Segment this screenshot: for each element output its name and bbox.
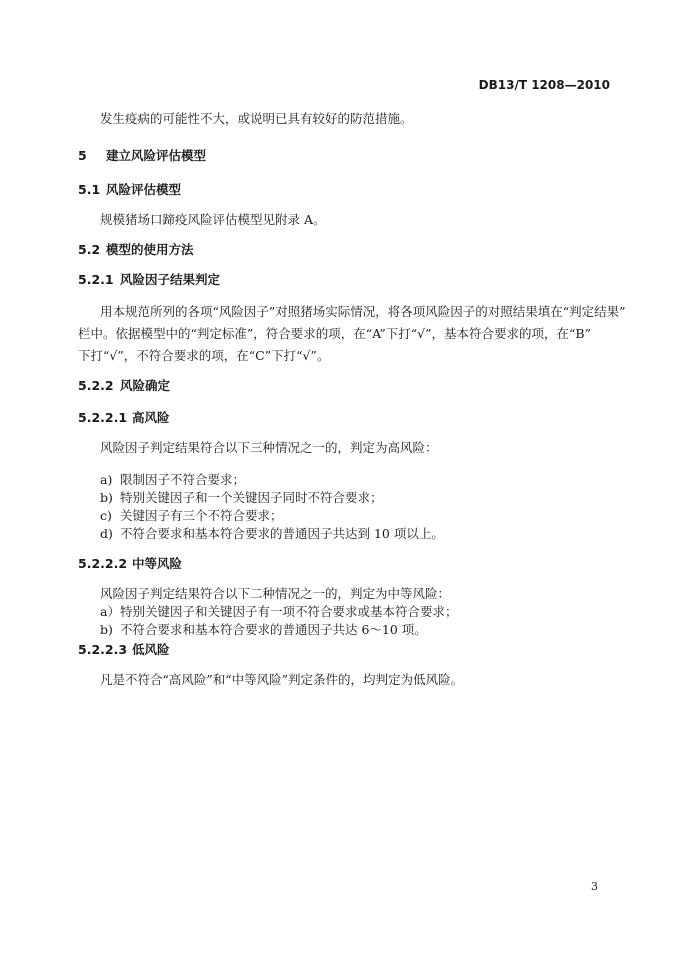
list-marker: b) [100, 622, 113, 637]
list-text: 特别关键因子和一个关键因子同时不符合要求； [120, 490, 383, 505]
list-text: 不符合要求和基本符合要求的普通因子共达 6～10 项。 [120, 622, 427, 637]
paragraph-5-2-2-3: 凡是不符合“高风险”和“中等风险”判定条件的，均判定为低风险。 [100, 672, 464, 687]
paragraph-5-2-2-2-intro: 风险因子判定结果符合以下二种情况之一的，判定为中等风险： [100, 586, 451, 601]
paragraph-5-2-2-1-intro: 风险因子判定结果符合以下三种情况之一的，判定为高风险： [100, 440, 438, 455]
list-marker: d) [100, 526, 113, 541]
heading-number: 5.2.2.1 [78, 410, 128, 425]
heading-title: 风险评估模型 [106, 182, 182, 197]
heading-5-2 [78, 240, 194, 258]
list-item [100, 620, 427, 638]
list-item [100, 488, 383, 506]
heading-5-2-2-3 [78, 640, 170, 658]
heading-number: 5.1 [78, 182, 101, 197]
heading-5-1 [78, 180, 181, 198]
heading-number: 5 [78, 148, 87, 163]
list-text: 特别关键因子和关键因子有一项不符合要求或基本符合要求； [120, 604, 458, 619]
heading-5-2-2-1 [78, 408, 170, 426]
document-id: DB13/T 1208—2010 [478, 78, 610, 92]
list-item [100, 524, 444, 542]
paragraph-5-2-1-line-3: 下打“√”，不符合要求的项，在“C”下打“√”。 [78, 348, 330, 363]
paragraph-5-2-1-line-1: 用本规范所列的各项“风险因子”对照猪场实际情况，将各项风险因子的对照结果填在“判定结果” [100, 304, 626, 319]
intro-line: 发生疫病的可能性不大，或说明已具有较好的防范措施。 [100, 111, 413, 126]
heading-number: 5.2.2.2 [78, 556, 128, 571]
heading-title: 风险确定 [120, 378, 171, 393]
list-item [100, 470, 245, 488]
heading-number: 5.2.2.3 [78, 642, 128, 657]
heading-title: 风险因子结果判定 [120, 272, 221, 287]
heading-title: 建立风险评估模型 [106, 148, 207, 163]
list-text: 关键因子有三个不符合要求； [120, 508, 283, 523]
heading-section-5 [78, 146, 206, 164]
heading-5-2-1 [78, 270, 220, 288]
list-item [100, 506, 283, 524]
paragraph-5-1: 规模猪场口蹄疫风险评估模型见附录 A。 [100, 212, 326, 227]
list-text: 限制因子不符合要求； [120, 472, 246, 487]
list-marker: a) [100, 472, 113, 487]
heading-title: 中等风险 [132, 556, 183, 571]
list-marker: c) [100, 508, 112, 523]
heading-title: 高风险 [132, 410, 170, 425]
heading-5-2-2-2 [78, 554, 182, 572]
paragraph-5-2-1-line-2: 栏中。依据模型中的“判定标准”，符合要求的项，在“A”下打“√”，基本符合要求的项，在“B” [78, 326, 591, 341]
page-number: 3 [591, 880, 598, 893]
heading-title: 模型的使用方法 [106, 242, 194, 257]
heading-5-2-2 [78, 376, 170, 394]
list-marker: a） [100, 604, 120, 619]
heading-number: 5.2.1 [78, 272, 114, 287]
list-item [100, 602, 458, 620]
heading-number: 5.2 [78, 242, 101, 257]
heading-number: 5.2.2 [78, 378, 114, 393]
list-marker: b) [100, 490, 113, 505]
list-text: 不符合要求和基本符合要求的普通因子共达到 10 项以上。 [120, 526, 444, 541]
heading-title: 低风险 [132, 642, 170, 657]
